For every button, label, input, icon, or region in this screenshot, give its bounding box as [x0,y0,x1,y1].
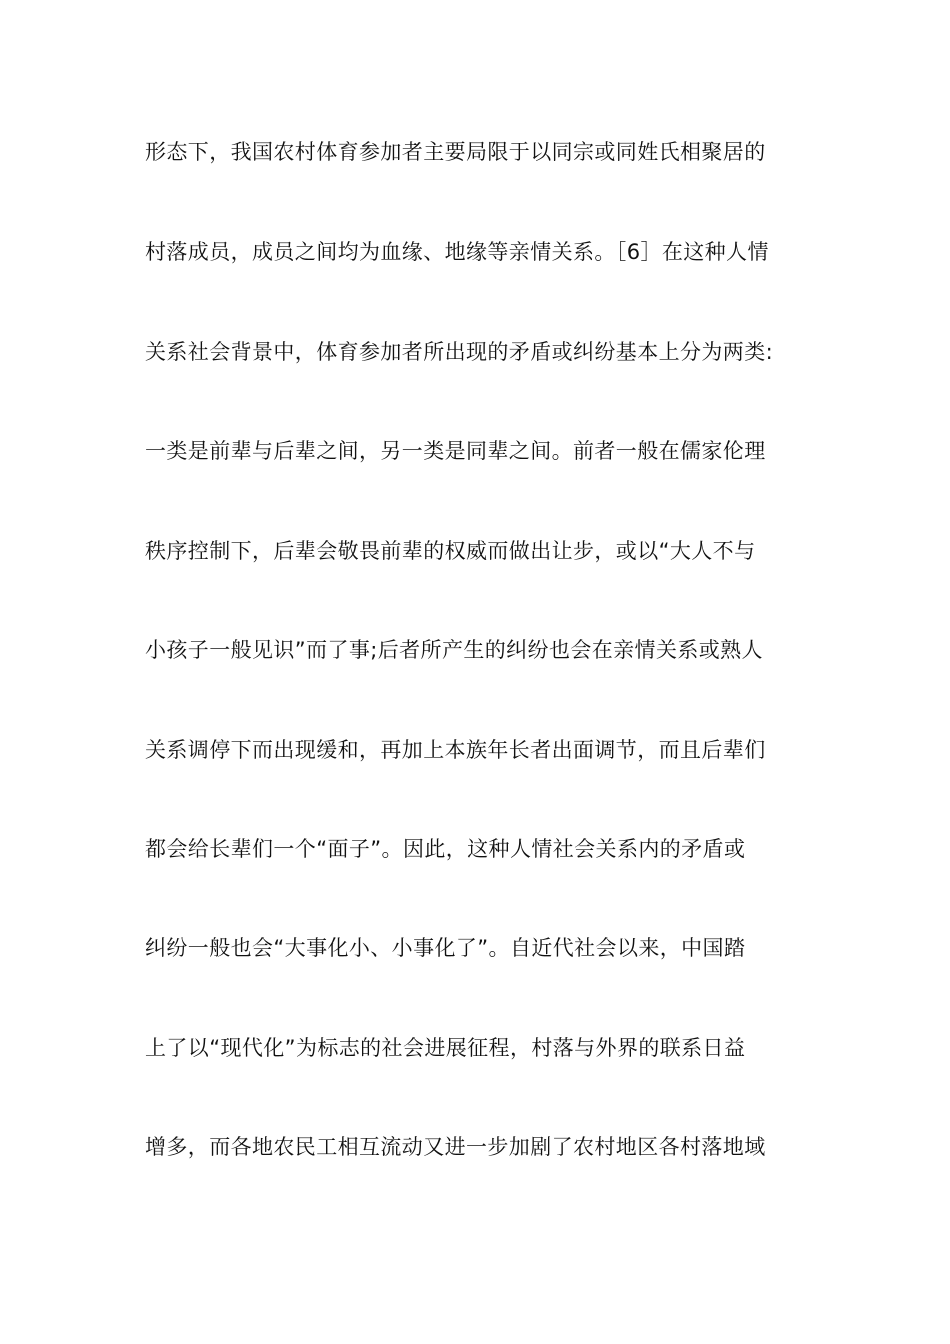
text-line-6: 小孩子一般见识”而了事;后者所产生的纠纷也会在亲情关系或熟人 [145,638,763,662]
text-line-8: 都会给长辈们一个“面子”。因此，这种人情社会关系内的矛盾或 [145,837,746,861]
text-line-7: 关系调停下而出现缓和，再加上本族年长者出面调节，而且后辈们 [145,738,766,762]
text-line-11: 增多，而各地农民工相互流动又进一步加剧了农村地区各村落地域 [145,1135,766,1159]
text-line-10: 上了以“现代化”为标志的社会进展征程，村落与外界的联系日益 [145,1036,746,1060]
text-line-9: 纠纷一般也会“大事化小、小事化了”。自近代社会以来，中国踏 [145,936,746,960]
text-line-3: 关系社会背景中，体育参加者所出现的矛盾或纠纷基本上分为两类: [145,340,774,364]
text-line-5: 秩序控制下，后辈会敬畏前辈的权威而做出让步，或以“大人不与 [145,539,756,563]
text-line-1: 形态下，我国农村体育参加者主要局限于以同宗或同姓氏相聚居的 [145,140,766,164]
text-line-4: 一类是前辈与后辈之间，另一类是同辈之间。前者一般在儒家伦理 [145,439,766,463]
text-line-2: 村落成员，成员之间均为血缘、地缘等亲情关系。［6］在这种人情 [145,240,769,264]
